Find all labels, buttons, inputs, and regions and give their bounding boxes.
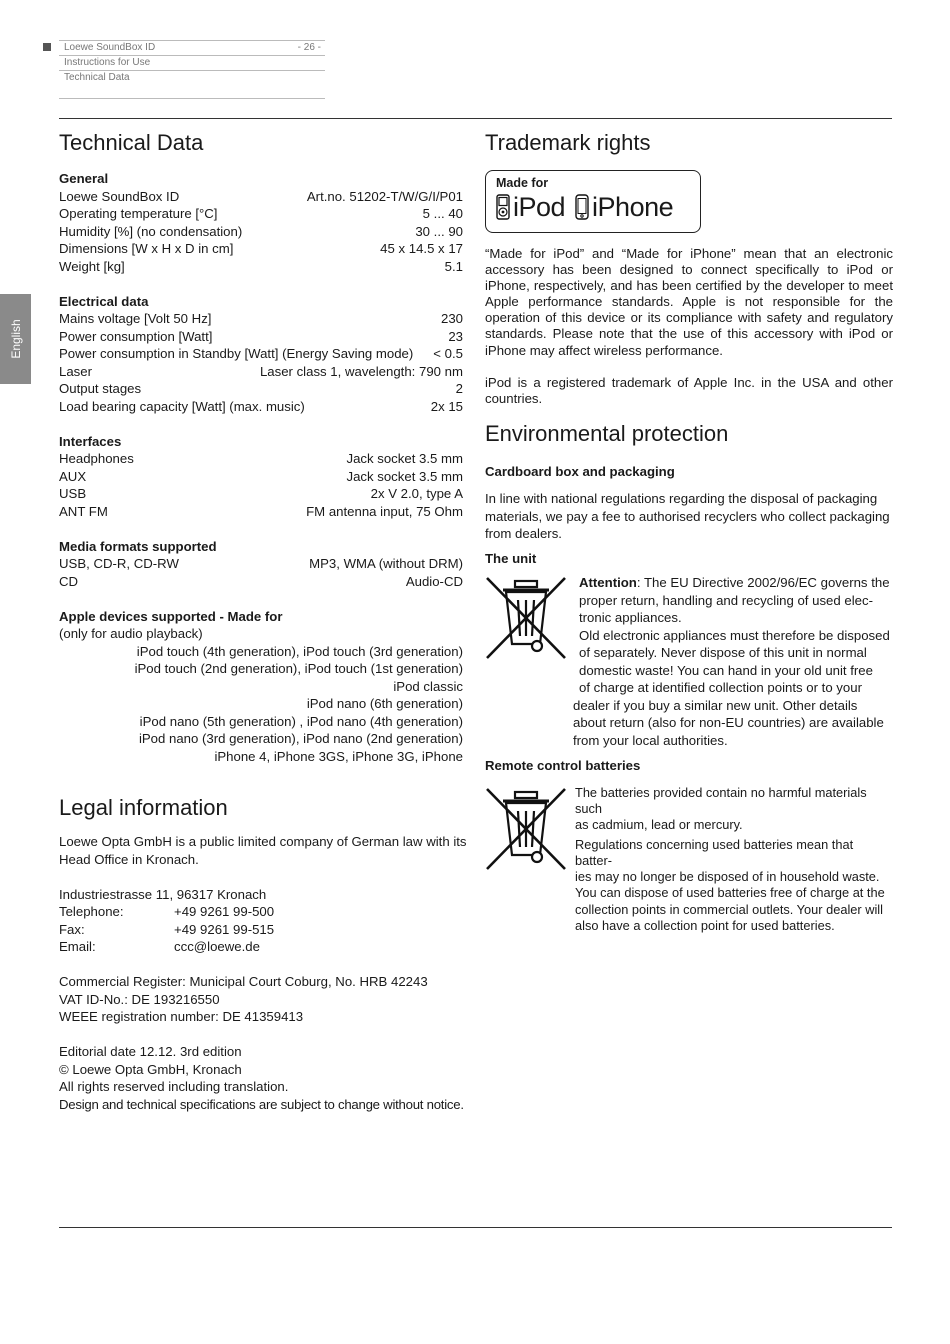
crossed-bin-icon: [485, 787, 567, 871]
spec-label: Laser: [59, 363, 92, 379]
batteries-text: [575, 785, 893, 934]
header-bullet: [43, 43, 51, 51]
spec-label: Weight [kg]: [59, 258, 125, 274]
ipod-icon: [496, 194, 510, 220]
unit-line: of separately. Never dispose of this unit in normal: [579, 645, 867, 661]
spec-label: Load bearing capacity [Watt] (max. music): [59, 398, 305, 414]
unit-line: about return (also for non-EU countries) are available: [573, 715, 884, 731]
trademark-paragraph-1: “Made for iPod” and “Made for iPhone” mean that an electronic accessory has been designed to connect specifically to iPod or iPhone, respectively, and has been certified by the developer to meet Apple performance standards. Apple is not responsible for the operation of this device or its compliance with safety and regulatory standards. Please note that the use of this accessory with iPod or iPhone may affect wireless performance.: [485, 246, 893, 358]
language-tab-label: English: [8, 319, 23, 359]
spec-row: [59, 485, 463, 503]
header-row-section: [59, 70, 325, 85]
media-heading: Media formats supported: [59, 538, 217, 554]
spec-value: MP3, WMA (without DRM): [309, 556, 463, 571]
trademark-paragraph-2: iPod is a registered trademark of Apple Inc. in the USA and other countries.: [485, 374, 893, 406]
language-tab: [0, 294, 31, 384]
spec-value: 5.1: [444, 258, 463, 274]
spec-label: Dimensions [W x H x D in cm]: [59, 241, 234, 256]
spec-row: [59, 450, 463, 468]
spec-row: [59, 223, 463, 241]
contact-value: +49 9261 99-500: [174, 904, 275, 919]
batteries-line: The batteries provided contain no harmful materials such: [575, 784, 867, 816]
unit-line: : The EU Directive 2002/96/EC governs the: [636, 575, 890, 591]
spec-value: Art.no. 51202-T/W/G/I/P01: [306, 188, 463, 204]
badge-devices: [496, 191, 690, 223]
apple-device-line: iPod touch (2nd generation), iPod touch (1st generation): [134, 661, 463, 676]
contact-value: +49 9261 99-515: [174, 921, 275, 937]
unit-line: of charge at identified collection points or to your: [579, 680, 862, 696]
legal-address: Industriestrasse 11, 96317 Kronach: [59, 886, 267, 902]
spec-value: 2x V 2.0, type A: [370, 486, 463, 501]
apple-heading: Apple devices supported - Made for: [59, 608, 283, 624]
unit-line: Old electronic appliances must therefore be disposed: [579, 627, 890, 643]
packaging-text: In line with national regulations regarding the disposal of packaging materials, we pay a fee to authorised recyclers who collect packaging from dealers.: [485, 491, 890, 542]
batteries-line: ies may no longer be disposed of in household waste.: [575, 869, 880, 885]
running-header: [59, 40, 325, 99]
header-product: Loewe SoundBox ID: [64, 42, 156, 53]
crossed-bin-icon: [485, 576, 567, 660]
legal-copyright: © Loewe Opta GmbH, Kronach: [59, 1061, 242, 1077]
iphone-icon: [575, 194, 589, 220]
apple-device-line: iPod nano (6th generation): [306, 696, 463, 711]
spec-row: [59, 345, 463, 363]
made-for-ipod-iphone-badge: [485, 170, 701, 233]
spec-label: USB: [59, 486, 87, 501]
batteries-line: Regulations concerning used batteries mean that batter-: [575, 837, 854, 869]
spec-value: 30 ... 90: [415, 223, 463, 239]
electrical-heading: Electrical data: [59, 293, 149, 309]
media-table: [59, 555, 467, 590]
spec-value: 5 ... 40: [422, 206, 463, 221]
email-link[interactable]: ccc@loewe.de: [174, 939, 260, 954]
general-heading: General: [59, 171, 109, 186]
bottom-rule: [59, 1227, 892, 1228]
spec-row: [59, 503, 463, 521]
unit-line: domestic waste! You can hand in your old unit free: [579, 662, 873, 678]
spec-value: Laser class 1, wavelength: 790 nm: [259, 363, 463, 379]
batteries-line: also have a collection point for used batteries.: [575, 917, 835, 933]
spec-label: Power consumption [Watt]: [59, 328, 213, 344]
header-page-number: - 26 -: [297, 42, 321, 53]
batteries-line: collection points in commercial outlets. Your dealer will: [575, 901, 883, 917]
legal-company: Loewe Opta GmbH is a public limited company of German law with its Head Office in Kronach.: [59, 834, 467, 867]
spec-row: [59, 380, 463, 398]
badge-iphone: iPhone: [592, 192, 674, 222]
batteries-line: You can dispose of used batteries free of charge at the: [575, 885, 885, 901]
packaging-heading: Cardboard box and packaging: [485, 463, 675, 479]
electrical-table: [59, 310, 467, 415]
spec-value: 230: [440, 311, 463, 326]
contact-label: Telephone:: [59, 904, 124, 919]
spec-value: Jack socket 3.5 mm: [346, 451, 463, 466]
trademark-title: Trademark rights: [485, 130, 651, 155]
unit-text: [573, 574, 890, 749]
spec-value: 2x 15: [430, 398, 463, 414]
legal-weee: WEEE registration number: DE 41359413: [59, 1009, 304, 1024]
general-table: [59, 188, 467, 276]
unit-heading: The unit: [485, 550, 537, 566]
spec-row: [59, 310, 463, 328]
batteries-heading: Remote control batteries: [485, 758, 641, 774]
spec-label: AUX: [59, 468, 87, 484]
spec-label: Loewe SoundBox ID: [59, 188, 180, 204]
header-section: Technical Data: [64, 72, 130, 83]
contact-label: Email:: [59, 939, 96, 954]
interfaces-heading: Interfaces: [59, 433, 122, 449]
spec-label: Output stages: [59, 381, 142, 396]
spec-row: [59, 188, 463, 206]
unit-line: tronic appliances.: [579, 610, 682, 626]
spec-label: Operating temperature [°C]: [59, 206, 218, 221]
spec-row: [59, 258, 463, 276]
apple-devices-list: [59, 643, 467, 766]
badge-made-for: Made for: [496, 176, 549, 190]
spec-label: CD: [59, 573, 79, 589]
spec-row: [59, 240, 463, 258]
spec-row: [59, 205, 463, 223]
spec-row: [59, 468, 463, 486]
contact-label: Fax:: [59, 921, 85, 937]
spec-value: 45 x 14.5 x 17: [380, 241, 463, 256]
apple-device-line: iPod nano (3rd generation), iPod nano (2nd generation): [138, 731, 463, 746]
header-doc: Instructions for Use: [64, 57, 151, 68]
spec-row: [59, 398, 463, 416]
interfaces-table: [59, 450, 467, 520]
unit-disposal-block: [485, 576, 893, 749]
apple-device-line: iPod nano (5th generation) , iPod nano (4th generation): [139, 713, 463, 729]
contact-row: [59, 903, 467, 921]
spec-value: Audio-CD: [405, 573, 463, 589]
apple-device-line: iPhone 4, iPhone 3GS, iPhone 3G, iPhone: [214, 748, 463, 764]
apple-device-line: iPod touch (4th generation), iPod touch (3rd generation): [136, 643, 463, 659]
spec-label: Mains voltage [Volt 50 Hz]: [59, 311, 212, 326]
legal-edition: Editorial date 12.12. 3rd edition: [59, 1044, 242, 1059]
spec-label: Power consumption in Standby [Watt] (Energy Saving mode): [59, 346, 414, 361]
spec-label: ANT FM: [59, 503, 108, 519]
environment-title: Environmental protection: [485, 420, 729, 446]
legal-vat: VAT ID-No.: DE 193216550: [59, 991, 220, 1007]
legal-register: Commercial Register: Municipal Court Coburg, No. HRB 42243: [59, 974, 428, 989]
spec-row: [59, 363, 463, 381]
spec-label: Humidity [%] (no condensation): [59, 223, 243, 239]
spec-label: Headphones: [59, 451, 134, 466]
unit-line: proper return, handling and recycling of used elec-: [579, 592, 873, 608]
spec-row: [59, 328, 463, 346]
header-row-doc: [59, 55, 325, 70]
attention-label: Attention: [579, 575, 637, 591]
badge-ipod: iPod: [513, 192, 566, 222]
apple-device-line: iPod classic: [393, 678, 463, 694]
batteries-disposal-block: [485, 784, 893, 934]
contact-row: [59, 938, 467, 956]
left-column: [59, 128, 467, 1113]
spec-value: 23: [448, 328, 463, 344]
header-row-product: [59, 40, 325, 55]
spec-row: [59, 573, 463, 591]
spec-value: 2: [455, 381, 463, 396]
batteries-line: as cadmium, lead or mercury.: [575, 817, 743, 833]
technical-data-title: Technical Data: [59, 130, 204, 155]
spec-value: FM antenna input, 75 Ohm: [306, 503, 463, 519]
top-rule: [59, 118, 892, 119]
header-blank-row: [59, 85, 325, 99]
legal-title: Legal information: [59, 795, 228, 820]
apple-sub: (only for audio playback): [59, 626, 203, 641]
spec-label: USB, CD-R, CD-RW: [59, 556, 179, 571]
unit-line: dealer if you buy a similar new unit. Other details: [573, 697, 858, 713]
legal-rights: All rights reserved including translation.: [59, 1079, 289, 1094]
spec-value: Jack socket 3.5 mm: [346, 468, 463, 484]
right-column: [485, 128, 893, 934]
unit-line: from your local authorities.: [573, 732, 728, 748]
contact-row: [59, 921, 467, 939]
spec-row: [59, 555, 463, 573]
legal-notice: Design and technical specifications are subject to change without notice.: [59, 1096, 464, 1112]
spec-value: < 0.5: [433, 346, 463, 361]
